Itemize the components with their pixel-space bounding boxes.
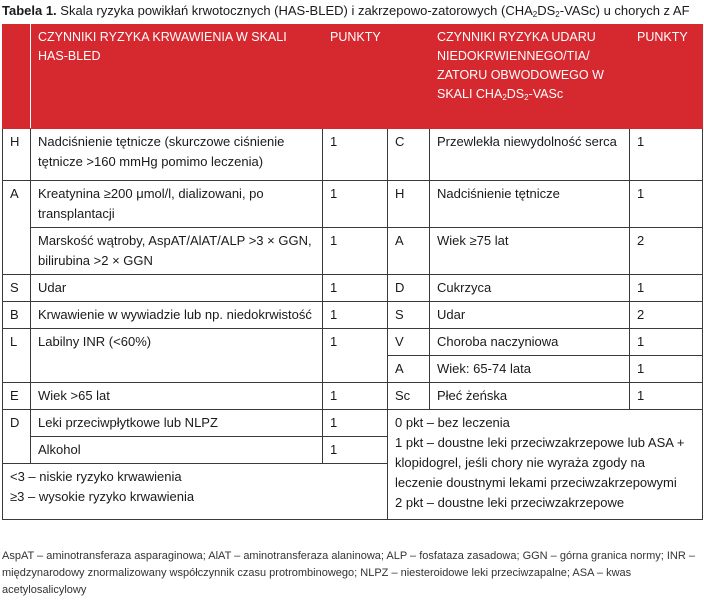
hasbled-letter: D: [3, 410, 31, 464]
risk-low: <3 – niskie ryzyko krwawienia: [10, 469, 182, 484]
caption-text: DS: [537, 3, 556, 18]
header-empty-cell: [388, 25, 430, 129]
cha-factor: Cukrzyca: [430, 275, 630, 302]
chadsvasc-treatment-legend: [388, 410, 703, 520]
table-row: [3, 129, 703, 181]
cha-factor: Choroba naczyniowa: [430, 329, 630, 356]
header-empty-cell: [3, 25, 31, 129]
cha-factor: Płeć żeńska: [430, 383, 630, 410]
hasbled-letter: A: [3, 181, 31, 275]
cha-points: 1: [630, 181, 703, 228]
hasbled-letter: E: [3, 383, 31, 410]
cha-letter: A: [388, 356, 430, 383]
cha-letter: A: [388, 228, 430, 275]
risk-table: [2, 24, 703, 520]
table-caption: [2, 2, 702, 20]
hasbled-risk-legend: [3, 464, 388, 520]
cha-letter: Sc: [388, 383, 430, 410]
header-title-text: DS: [506, 87, 525, 101]
cha-points: 1: [630, 275, 703, 302]
hasbled-factor: Leki przeciwpłytkowe lub NLPZ: [31, 410, 323, 437]
table-header-row: [3, 25, 703, 129]
hasbled-factor: Kreatynina ≥200 μmol/l, dializowani, po transplantacji: [31, 181, 323, 228]
header-title-sub: 2: [502, 93, 507, 102]
cha-letter: S: [388, 302, 430, 329]
hasbled-letter: S: [3, 275, 31, 302]
cha-points: 2: [630, 228, 703, 275]
hasbled-points: 1: [323, 129, 388, 181]
cha-factor: Udar: [430, 302, 630, 329]
hasbled-points: 1: [323, 383, 388, 410]
table-row: [3, 383, 703, 410]
cha-letter: C: [388, 129, 430, 181]
cha-points: 1: [630, 129, 703, 181]
hasbled-points: 1: [323, 181, 388, 228]
hasbled-points: 1: [323, 302, 388, 329]
cha-letter: D: [388, 275, 430, 302]
header-right-points: PUNKTY: [630, 25, 703, 129]
header-title-text: CZYNNIKI RYZYKA UDARU NIEDOKRWIENNEGO/TIA/ ZATORU OBWODOWEGO W SKALI CHA: [437, 30, 604, 101]
cha-points: 1: [630, 329, 703, 356]
table-row: [3, 275, 703, 302]
caption-sub: 2: [532, 10, 538, 19]
hasbled-factor: Krwawienie w wywiadzie lub np. niedokrwistość: [31, 302, 323, 329]
header-title-sub: 2: [524, 93, 529, 102]
risk-high: ≥3 – wysokie ryzyko krwawienia: [10, 489, 195, 504]
cha-factor: Wiek ≥75 lat: [430, 228, 630, 275]
header-left-points: PUNKTY: [323, 25, 388, 129]
hasbled-factor: Marskość wątroby, AspAT/AlAT/ALP >3 × GGN, bilirubina >2 × GGN: [31, 228, 323, 275]
table-row: [3, 228, 703, 275]
hasbled-points: 1: [323, 329, 388, 383]
treatment-1: 1 pkt – doustne leki przeciwzakrzepowe lub ASA + klopidogrel, jeśli chory nie wyraża zgody na leczenie doustnymi lekami przeciwzakrzepowymi: [395, 435, 685, 490]
hasbled-factor: Alkohol: [31, 437, 323, 464]
table-row: [3, 410, 703, 437]
hasbled-points: 1: [323, 275, 388, 302]
table-row: [3, 181, 703, 228]
hasbled-factor: Udar: [31, 275, 323, 302]
abbreviations-footnote: AspAT – aminotransferaza asparaginowa; AlAT – aminotransferaza alaninowa; ALP – fosfataza zasadowa; GGN – górna granica normy; INR – międzynarodowy znormalizowany współczynnik czasu protrombinowego; NLPZ – niesteroidowe leki przeciwzapalne; ASA – kwas acetylosalicylowy: [2, 550, 695, 596]
cha-factor: Nadciśnienie tętnicze: [430, 181, 630, 228]
hasbled-points: 1: [323, 228, 388, 275]
table-row: [3, 329, 703, 356]
header-hasbled-title: CZYNNIKI RYZYKA KRWAWIENIA W SKALI HAS-BLED: [31, 25, 323, 129]
treatment-2: 2 pkt – doustne leki przeciwzakrzepowe: [395, 495, 625, 510]
cha-letter: V: [388, 329, 430, 356]
caption-text: Skala ryzyka powikłań krwotocznych (HAS-BLED) i zakrzepowo-zatorowych (CHA: [56, 3, 533, 18]
cha-letter: H: [388, 181, 430, 228]
hasbled-factor: Nadciśnienie tętnicze (skurczowe ciśnienie tętnicze >160 mmHg pomimo leczenia): [31, 129, 323, 181]
hasbled-factor: Labilny INR (<60%): [31, 329, 323, 383]
hasbled-letter: L: [3, 329, 31, 383]
cha-factor: Wiek: 65-74 lata: [430, 356, 630, 383]
treatment-0: 0 pkt – bez leczenia: [395, 415, 510, 430]
cha-factor: Przewlekła niewydolność serca: [430, 129, 630, 181]
header-chadsvasc-title: [430, 25, 630, 129]
cha-points: 1: [630, 356, 703, 383]
hasbled-points: 1: [323, 437, 388, 464]
hasbled-points: 1: [323, 410, 388, 437]
hasbled-factor: Wiek >65 lat: [31, 383, 323, 410]
hasbled-letter: B: [3, 302, 31, 329]
cha-points: 1: [630, 383, 703, 410]
caption-sub: 2: [555, 10, 560, 19]
header-title-text: -VASc: [528, 87, 564, 101]
hasbled-letter: H: [3, 129, 31, 181]
caption-text: -VASc) u chorych z AF: [559, 3, 690, 18]
caption-label: Tabela 1.: [2, 3, 57, 18]
cha-points: 2: [630, 302, 703, 329]
table-row: [3, 302, 703, 329]
